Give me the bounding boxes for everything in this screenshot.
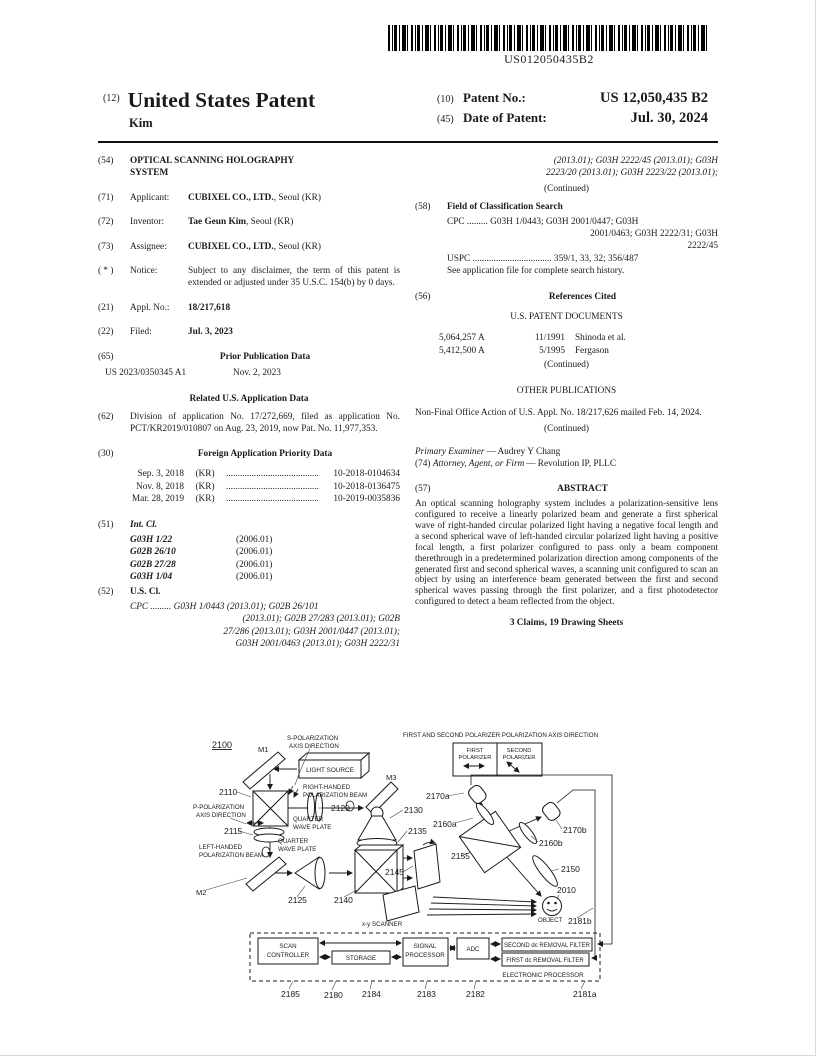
code-54: (54) (98, 156, 114, 166)
figure-label-wave-plate: WAVE PLATE (293, 824, 332, 831)
section-52-us-cl (98, 586, 400, 650)
figure-label-axis-direction: AXIS DIRECTION (196, 812, 246, 819)
patent-no-label: Patent No.: (463, 90, 526, 105)
figure-label-first-and-second-polarizer-polarization-axis-direction: FIRST AND SECOND POLARIZER POLARIZATION AXIS DIRECTION (403, 732, 599, 739)
division-text: Division of application No. 17/272,669, filed as application No. PCT/KR2019/010807 on Aug. 23, 2019, now Pat. No. 11,977,353. (130, 411, 400, 435)
section-54-title (98, 155, 400, 180)
invention-title-line2: SYSTEM (130, 168, 169, 179)
figure-label-adc: ADC (466, 946, 480, 953)
examiner-name: — Audrey Y Chang (484, 446, 561, 457)
figure-label-polarizer: POLARIZER (458, 755, 492, 761)
figure-label-polarization-beam: POLARIZATION BEAM (199, 852, 264, 859)
attorney-line (415, 458, 718, 470)
figure-label-2181b: 2181b (568, 916, 592, 926)
foreign-priority-row: Mar. 28, 2019 (KR) ........................................ 10-2019-0035836 (131, 493, 400, 504)
code-51: (51) (98, 520, 114, 531)
figure-label-signal: SIGNAL (413, 943, 437, 950)
cpc-continuation (415, 155, 718, 180)
code-62: (62) (98, 411, 114, 422)
field-cpc-line: 2001/0463; G03H 2222/31; G03H (590, 229, 718, 240)
lens-2160b (517, 820, 539, 845)
code-65: (65) (98, 351, 114, 362)
date-code: (45) (437, 114, 454, 125)
examiner-label: Primary Examiner (415, 446, 485, 457)
attorney-label: Attorney, Agent, or Firm (432, 459, 525, 470)
figure-label-object: OBJECT (538, 917, 563, 924)
section-62-division (98, 411, 400, 436)
figure-label-scan: SCAN (279, 943, 297, 950)
field-search-heading: Field of Classification Search (447, 202, 563, 213)
figure-label-controller: CONTROLLER (266, 952, 310, 959)
section-72-inventor (98, 216, 400, 228)
prior-pub-number: US 2023/0350345 A1 (105, 368, 187, 379)
photodetector-2170b (541, 800, 562, 822)
page-title: United States Patent (127, 88, 316, 112)
uspc-line: USPC .................................. 359/1, 33, 32; 356/487 (447, 253, 639, 264)
figure-label-2160a: 2160a (433, 819, 457, 829)
inventor-label: Inventor: (130, 217, 165, 228)
figure-label-right-handed: RIGHT-HANDED (303, 784, 351, 791)
section-51-int-cl (98, 519, 400, 583)
code-72: (72) (98, 217, 114, 228)
field-cpc-rest (447, 228, 718, 253)
patent-figure (0, 720, 816, 1020)
date-label: Date of Patent: (463, 110, 547, 125)
code-74: (74) (415, 459, 431, 470)
section-56-references (415, 291, 718, 303)
mirror-m2 (246, 857, 286, 891)
figure-label-2170a: 2170a (426, 791, 450, 801)
abstract-heading: ABSTRACT (557, 483, 608, 494)
figure-label-storage: STORAGE (345, 955, 377, 962)
reference-row: 5,064,257 A 11/1991 Shinoda et al. (439, 333, 626, 344)
figure-label-2150: 2150 (561, 864, 580, 874)
figure-label-2115: 2115 (224, 826, 243, 836)
figure-label-first: FIRST (466, 748, 484, 754)
assignee-name: CUBIXEL CO., LTD. (188, 241, 274, 252)
cpc-cont-line: 2223/20 (2013.01); G03H 2223/22 (2013.01); (546, 168, 718, 179)
inventor-rest: , Seoul (KR) (246, 217, 294, 228)
foreign-heading: Foreign Application Priority Data (197, 448, 333, 459)
figure-label-2155: 2155 (451, 851, 470, 861)
code-71: (71) (98, 192, 114, 203)
prior-pub-heading: Prior Publication Data (219, 351, 311, 362)
figure-label-2183: 2183 (417, 989, 436, 999)
light-source-box (299, 753, 369, 778)
patent-no-code: (10) (437, 94, 454, 105)
figure-label-wave-plate: WAVE PLATE (278, 846, 317, 853)
abstract-text: An optical scanning holography system includes a polarization-sensitive lens configured to receive a linearly polarized beam and generate a first spherical wave of right-handed circular polarized light having a negative focal length and a second spherical wave of left-handed circular polarized light having a positive focal length, a first polarizer configured to pass only a beam component therethrough in a predetermined polarization direction among components of the generated first and second spherical waves, a scanning unit configured to scan an object by using an interference beam generated between the first and second spherical waves passing through the first polarizer, and a first photodetector configured to detect a beam reflected from the object. (415, 499, 718, 608)
cpc-line: 27/286 (2013.01); G03H 2001/0447 (2013.01); (223, 626, 400, 637)
code-73: (73) (98, 241, 114, 252)
foreign-priority-row: Sep. 3, 2018 (KR) ........................................ 10-2018-0104634 (137, 469, 400, 480)
figure-label-2181a: 2181a (573, 989, 597, 999)
header-right (437, 90, 708, 130)
section-65-prior-pub (98, 351, 400, 363)
section-57-abstract (415, 483, 718, 495)
reference-list (415, 332, 718, 357)
figure-label-polarization-beam: POLARIZATION BEAM (303, 792, 368, 799)
figure-label-2125: 2125 (288, 895, 307, 905)
figure-label-2100: 2100 (212, 740, 233, 750)
figure-label-quarter: QUARTER (293, 816, 324, 823)
inventor-surname: Kim (129, 116, 153, 130)
foreign-priority-list (98, 468, 400, 505)
search-history-note: See application file for complete search history. (447, 266, 625, 277)
int-cl-row: G02B 26/10 (2006.01) (130, 547, 273, 558)
references-continued: (Continued) (544, 360, 589, 371)
left-column (98, 155, 400, 662)
cpc-first-line: CPC ......... G03H 1/0443 (2013.01); G02B 26/101 (130, 601, 319, 612)
cpc-line: (2013.01); G02B 27/283 (2013.01); G02B (242, 614, 400, 625)
other-pubs-continued: (Continued) (544, 423, 589, 434)
photodetector-2170a (467, 783, 488, 805)
claims-line: 3 Claims, 19 Drawing Sheets (509, 618, 624, 629)
figure-label-left-handed: LEFT-HANDED (199, 844, 242, 851)
notice-code: ( * ) (98, 266, 114, 277)
reference-row: 5,412,500 A 5/1995 Fergason (439, 345, 609, 356)
section-73-assignee (98, 241, 400, 253)
beam-splitter-2110 (253, 791, 288, 826)
scanner-mirror-upper-2145 (414, 844, 440, 889)
figure-label-2140: 2140 (334, 895, 353, 905)
smiley-object-icon (543, 897, 562, 916)
figure-label-electronic-processor: ELECTRONIC PROCESSOR (502, 972, 584, 979)
kind-code: (12) (103, 93, 120, 104)
code-22: (22) (98, 327, 114, 338)
mirror-m1 (243, 752, 285, 789)
us-patent-documents-heading: U.S. PATENT DOCUMENTS (510, 312, 623, 323)
patent-number-row (437, 90, 708, 107)
code-57: (57) (415, 483, 431, 494)
figure-label-p-polarization: P-POLARIZATION (193, 804, 245, 811)
int-cl-row: G03H 1/22 (2006.01) (130, 534, 273, 545)
header-rule (98, 141, 718, 143)
barcode-bars-icon (388, 25, 710, 51)
figure-label-second: SECOND (506, 748, 532, 754)
figure-label-processor: PROCESSOR (405, 952, 445, 959)
scan-controller-box (258, 938, 318, 964)
cone-lens-2125 (295, 857, 325, 889)
code-52: (52) (98, 587, 114, 598)
code-30: (30) (98, 448, 114, 459)
figure-label-polarizer: POLARIZER (502, 755, 536, 761)
patent-date-row (437, 110, 708, 127)
figure-label-2010: 2010 (557, 885, 576, 895)
section-notice (98, 265, 400, 290)
date-value: Jul. 30, 2024 (630, 110, 708, 126)
figure-label-2170b: 2170b (563, 825, 587, 835)
figure-label-first-dc-removal-filter: FIRST dc REMOVAL FILTER (506, 958, 584, 964)
prior-pub-date: Nov. 2, 2023 (233, 368, 281, 379)
code-58: (58) (415, 202, 431, 213)
assignee-rest: , Seoul (KR) (273, 241, 321, 252)
cpc-rest-lines (130, 613, 400, 650)
header-left (103, 88, 403, 131)
figure-label-axis-direction: AXIS DIRECTION (289, 743, 339, 750)
int-cl-row: G02B 27/28 (2006.01) (130, 559, 273, 570)
related-heading: Related U.S. Application Data (189, 394, 309, 405)
figure-label-second-dc-removal-filter: SECOND dc REMOVAL FILTER (504, 943, 590, 949)
figure-label-s-polarization: S-POLARIZATION (287, 735, 339, 742)
figure-label-m1: M1 (258, 745, 269, 754)
figure-label-2184: 2184 (362, 989, 381, 999)
examiner-line (415, 446, 718, 458)
figure-label-2160b: 2160b (539, 838, 563, 848)
figure-label-2180: 2180 (324, 990, 343, 1000)
barcode-number: US012050435B2 (504, 52, 594, 66)
applicant-label: Applicant: (130, 192, 170, 203)
figure-label-m2: M2 (196, 888, 207, 897)
field-cpc-first: CPC ......... G03H 1/0443; G03H 2001/0447; G03H (447, 216, 639, 227)
section-71-applicant (98, 192, 400, 204)
barcode (388, 25, 710, 67)
figure-label-quarter: QUARTER (278, 838, 309, 845)
second-polarizer-axis-arrow (507, 762, 519, 772)
section-30-foreign (98, 448, 400, 460)
figure-label-2130: 2130 (404, 805, 423, 815)
figure-label-m3: M3 (386, 773, 397, 782)
section-21-appl-no (98, 302, 400, 314)
cpc-line: G03H 2001/0463 (2013.01); G03H 2222/31 (235, 638, 400, 649)
right-column (415, 155, 718, 630)
notice-label: Notice: (130, 266, 158, 277)
field-cpc-line: 2222/45 (687, 241, 718, 252)
patent-no-value: US 12,050,435 B2 (600, 90, 708, 106)
other-publications-heading: OTHER PUBLICATIONS (516, 385, 617, 396)
int-cl-row: G03H 1/04 (2006.01) (130, 571, 273, 582)
other-publications-text: Non-Final Office Action of U.S. Appl. No. 18/217,626 mailed Feb. 14, 2024. (415, 408, 702, 419)
figure-label-2182: 2182 (466, 989, 485, 999)
figure-label-x-y-scanner: x-y SCANNER (362, 921, 403, 928)
section-58-field-search (415, 201, 718, 277)
cpc-cont-line: (2013.01); G03H 2222/45 (2013.01); G03H (553, 156, 718, 166)
code-56: (56) (415, 291, 431, 302)
cpc-continued-note: (Continued) (544, 183, 589, 194)
assignee-label: Assignee: (130, 241, 167, 252)
notice-text: Subject to any disclaimer, the term of this patent is extended or adjusted under 35 U.S.C. 154(b) by 0 days. (188, 266, 400, 289)
int-cl-list (130, 534, 400, 584)
appl-no-label: Appl. No.: (130, 302, 170, 313)
attorney-name: — Revolution IP, PLLC (524, 459, 617, 470)
int-cl-heading: Int. Cl. (130, 520, 158, 531)
section-22-filed (98, 326, 400, 338)
foreign-priority-row: Nov. 8, 2018 (KR) ........................................ 10-2018-0136475 (136, 481, 400, 492)
figure-label-2185: 2185 (281, 989, 300, 999)
invention-title-line1: OPTICAL SCANNING HOLOGRAPHY (130, 156, 295, 166)
figure-label-light-source: LIGHT SOURCE (306, 767, 354, 774)
references-heading: References Cited (548, 291, 617, 302)
figure-label-2120: 2120 (331, 803, 350, 813)
inventor-name: Tae Geun Kim (188, 217, 247, 228)
figure-label-2145: 2145 (385, 867, 404, 877)
code-21: (21) (98, 302, 114, 313)
figure-label-2110: 2110 (219, 787, 238, 797)
filed-label: Filed: (130, 327, 152, 338)
filed-value: Jul. 3, 2023 (188, 327, 233, 338)
us-cl-heading: U.S. Cl. (130, 587, 161, 598)
appl-no-value: 18/217,618 (188, 302, 231, 313)
figure-label-2135: 2135 (408, 826, 427, 836)
prior-pub-row (98, 367, 400, 379)
lens-2150 (529, 853, 560, 889)
applicant-rest: , Seoul (KR) (273, 192, 321, 203)
applicant-name: CUBIXEL CO., LTD. (188, 192, 274, 203)
